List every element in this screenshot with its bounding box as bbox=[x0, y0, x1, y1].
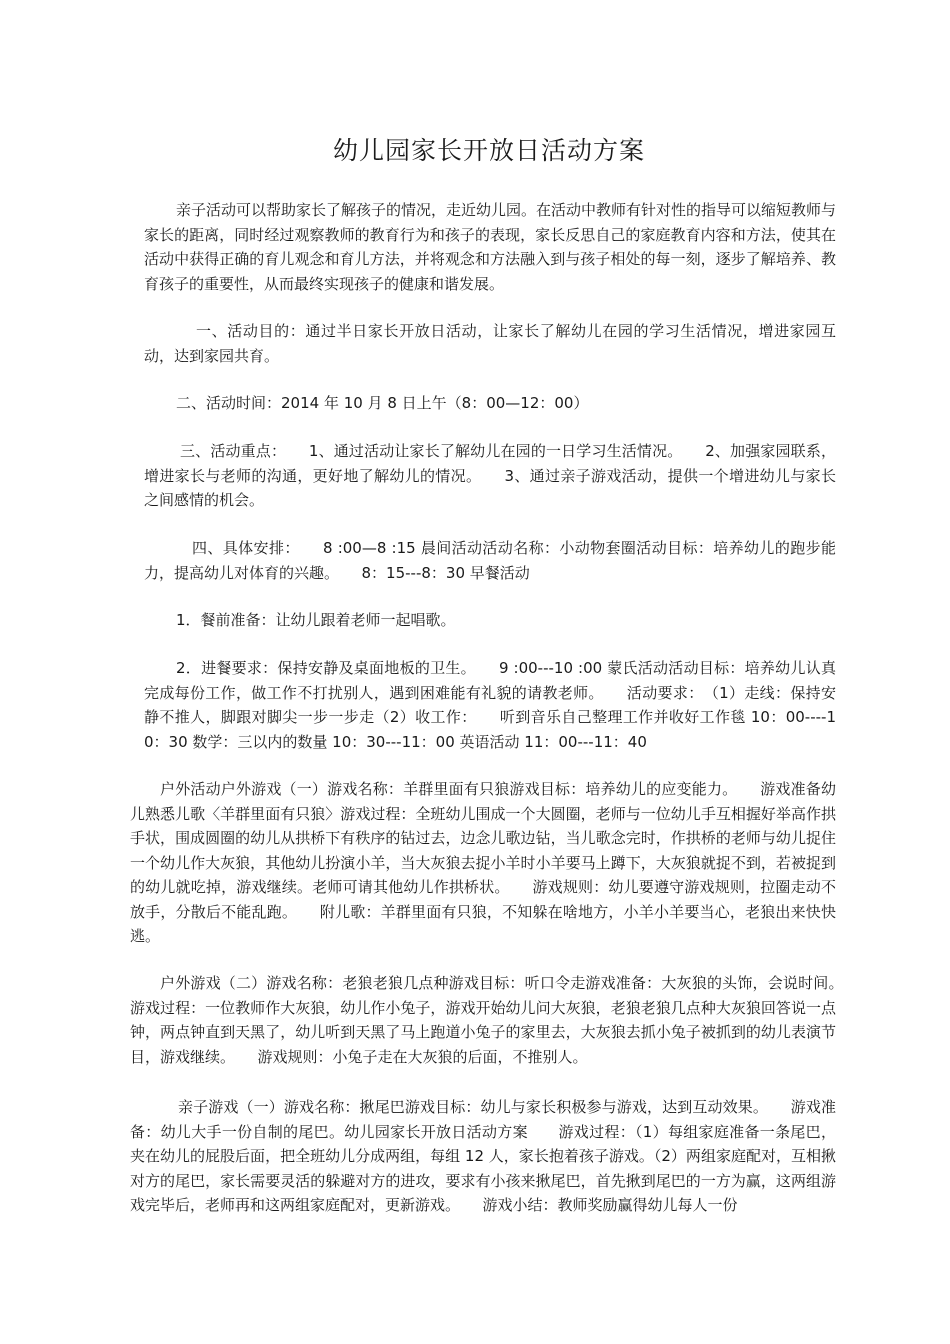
paragraph-time: 二、活动时间：2014 年 10 月 8 日上午（8：00—12：00） bbox=[176, 394, 589, 412]
paragraph-parent-child-game: 亲子游戏（一）游戏名称：揪尾巴游戏目标：幼儿与家长积极参与游戏，达到互动效果。 游戏准备：幼儿大手一份自制的尾巴。幼儿园家长开放日活动方案 游戏过程：（1）每组家庭准备一条尾巴，夹在幼儿的屁股后面，把全班幼儿分成两组，每组 12 人，家长抱着孩子游戏。（2）两组家庭配对，互相揪对方的尾巴，家长需要灵活的躲避对方的进攻，要求有小孩来揪尾巴，首先揪到尾巴的一方为赢，这两组游戏完毕后，老师再和这两组家庭配对，更新游戏。 游戏小结：教师奖励赢得幼儿每人一份 bbox=[130, 1098, 836, 1214]
paragraph-meal-prep: 1．餐前准备：让幼儿跟着老师一起唱歌。 bbox=[176, 611, 456, 629]
paragraph-outdoor-game-one: 户外活动户外游戏（一）游戏名称：羊群里面有只狼游戏目标：培养幼儿的应变能力。 游戏准备幼儿熟悉儿歌〈羊群里面有只狼〉游戏过程：全班幼儿围成一个大圆圈，老师与一位幼儿手互相握好举高作拱手状，围成圆圈的幼儿从拱桥下有秩序的钻过去，边念儿歌边钻，当儿歌念完时，作拱桥的老师与幼儿捉住一个幼儿作大灰狼，其他幼儿扮演小羊，当大灰狼去捉小羊时小羊要马上蹲下，大灰狼就捉不到，若被捉到的幼儿就吃掉，游戏继续。老师可请其他幼儿作拱桥状。 游戏规则：幼儿要遵守游戏规则，拉圈走动不放手，分散后不能乱跑。 附儿歌：羊群里面有只狼，不知躲在啥地方，小羊小羊要当心，老狼出来快快逃。 bbox=[130, 780, 836, 945]
paragraph-outdoor-game-two: 户外游戏（二）游戏名称：老狼老狼几点种游戏目标：听口令走游戏准备：大灰狼的头饰，会说时间。 游戏过程：一位教师作大灰狼，幼儿作小兔子，游戏开始幼儿问大灰狼，老狼老狼几点种大灰狼回答说一点钟，两点钟直到天黑了，幼儿听到天黑了马上跑道小兔子的家里去，大灰狼去抓小兔子被抓到的幼儿表演节目，游戏继续。 游戏规则：小兔子走在大灰狼的后面，不推别人。 bbox=[130, 974, 852, 1066]
paragraph-focus: 三、活动重点： 1、通过活动让家长了解幼儿在园的一日学习生活情况。 2、加强家园联系，增进家长与老师的沟通，更好地了解幼儿的情况。 3、通过亲子游戏活动，提供一个增进幼儿与家长之间感情的机会。 bbox=[144, 442, 836, 509]
paragraph-schedule: 四、具体安排： 8 :00—8 :15 晨间活动活动名称：小动物套圈活动目标：培养幼儿的跑步能力，提高幼儿对体育的兴趣。 8：15---8：30 早餐活动 bbox=[144, 539, 836, 582]
paragraph-meal-requirements: 2．进餐要求：保持安静及桌面地板的卫生。 9 :00---10 :00 蒙氏活动活动目标：培养幼儿认真完成每份工作，做工作不打扰别人，遇到困难能有礼貌的请教老师。 活动要求： （1）走线：保持安静不推人，脚跟对脚尖一步一步走（2）收工作： 听到音乐自己整理工作并收好工作毯 10：00----10：30 数学：三以内的数量 10：30---11：00 英语活动 11：00---11：40 bbox=[144, 659, 836, 751]
paragraph-intro: 亲子活动可以帮助家长了解孩子的情况，走近幼儿园。在活动中教师有针对性的指导可以缩短教师与家长的距离，同时经过观察教师的教育行为和孩子的表现，家长反思自己的家庭教育内容和方法，使其在活动中获得正确的育儿观念和育儿方法，并将观念和方法融入到与孩子相处的每一刻，逐步了解培养、教育孩子的重要性，从而最终实现孩子的健康和谐发展。 bbox=[144, 201, 837, 293]
document-title: 幼儿园家长开放日活动方案 bbox=[332, 136, 645, 165]
paragraph-purpose: 一、活动目的：通过半日家长开放日活动，让家长了解幼儿在园的学习生活情况，增进家园互动，达到家园共育。 bbox=[144, 322, 836, 365]
